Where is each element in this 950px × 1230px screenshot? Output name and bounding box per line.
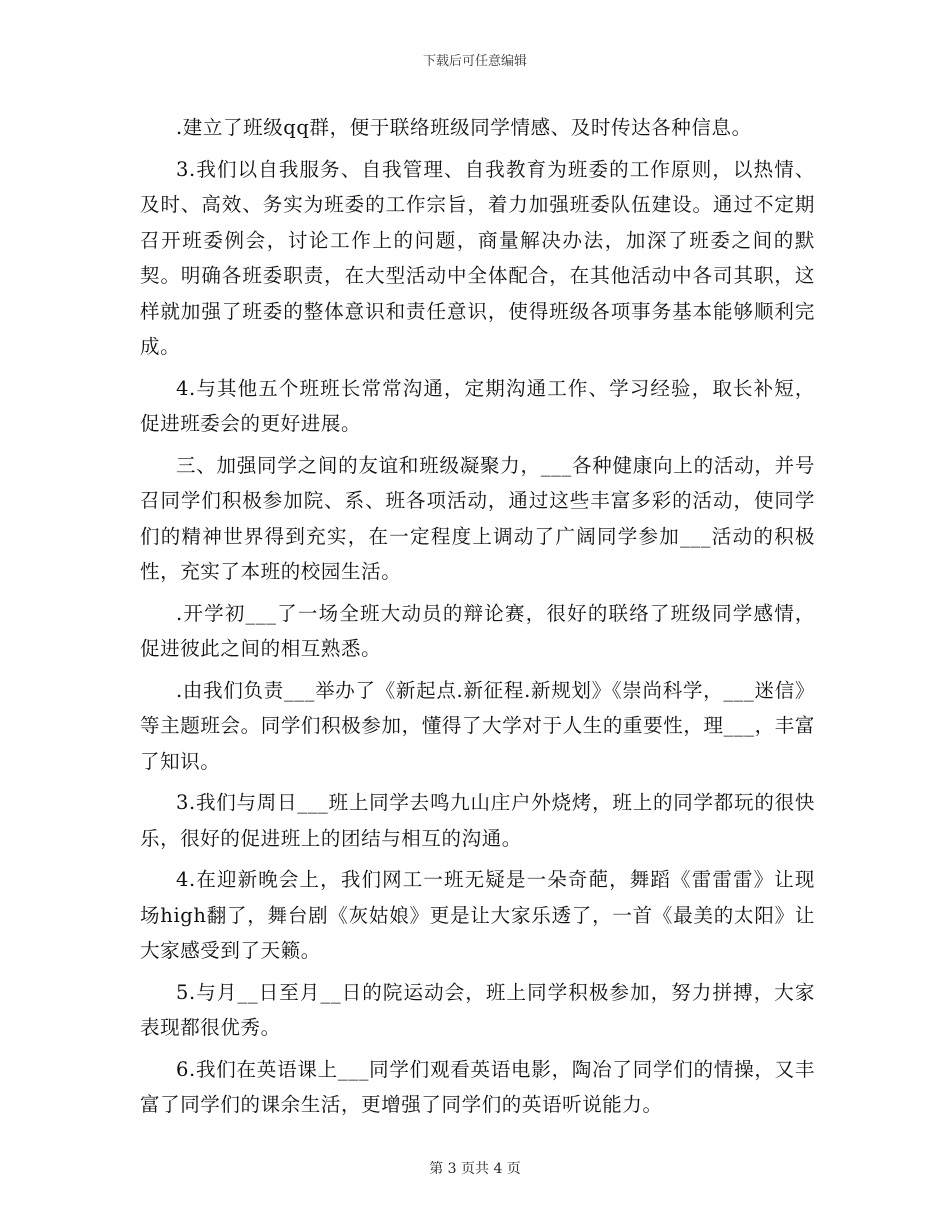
paragraph: 5.与月__日至月__日的院运动会，班上同学积极参加，努力拼搏，大家表现都很优秀。 — [140, 980, 815, 1039]
paragraph: .由我们负责___举办了《新起点.新征程.新规划》《崇尚科学，___迷信》等主题班会。同学们积极参加，懂得了大学对于人生的重要性，理___，丰富了知识。 — [140, 678, 815, 773]
page-footer: 第 3 页共 4 页 — [429, 1161, 521, 1177]
paragraph: 3.我们与周日___班上同学去鸣九山庄户外烧烤，班上的同学都玩的很快乐，很好的促进班上的团结与相互的沟通。 — [140, 791, 815, 850]
page-header: 下载后可任意编辑 — [422, 54, 527, 69]
paragraph: 4.在迎新晚会上，我们网工一班无疑是一朵奇葩，舞蹈《雷雷雷》让现场high翻了，舞台剧《灰姑娘》更是让大家乐透了，一首《最美的太阳》让大家感受到了天籁。 — [140, 868, 815, 962]
paragraph: 4.与其他五个班班长常常沟通，定期沟通工作、学习经验，取长补短，促进班委会的更好进展。 — [140, 376, 815, 435]
paragraph: .建立了班级qq群，便于联络班级同学情感、及时传达各种信息。 — [176, 116, 752, 139]
paragraph: 三、加强同学之间的友谊和班级凝聚力，___各种健康向上的活动，并号召同学们积极参加院、系、班各项活动，通过这些丰富多彩的活动，使同学们的精神世界得到充实，在一定程度上调动了广阔同学参加___活动的积极性，充实了本班的校园生活。 — [140, 453, 815, 583]
paragraph: 3.我们以自我服务、自我管理、自我教育为班委的工作原则，以热情、及时、高效、务实为班委的工作宗旨，着力加强班委队伍建设。通过不定期召开班委例会，讨论工作上的问题，商量解决办法，加深了班委之间的默契。明确各班委职责，在大型活动中全体配合，在其他活动中各司其职，这样就加强了班委的整体意识和责任意识，使得班级各项事务基本能够顺利完成。 — [140, 157, 815, 358]
paragraph: 6.我们在英语课上___同学们观看英语电影，陶冶了同学们的情操，又丰富了同学们的课余生活，更增强了同学们的英语听说能力。 — [140, 1057, 815, 1116]
paragraph: .开学初___了一场全班大动员的辩论赛，很好的联络了班级同学感情，促进彼此之间的相互熟悉。 — [140, 601, 815, 660]
document-body — [140, 110, 815, 1129]
